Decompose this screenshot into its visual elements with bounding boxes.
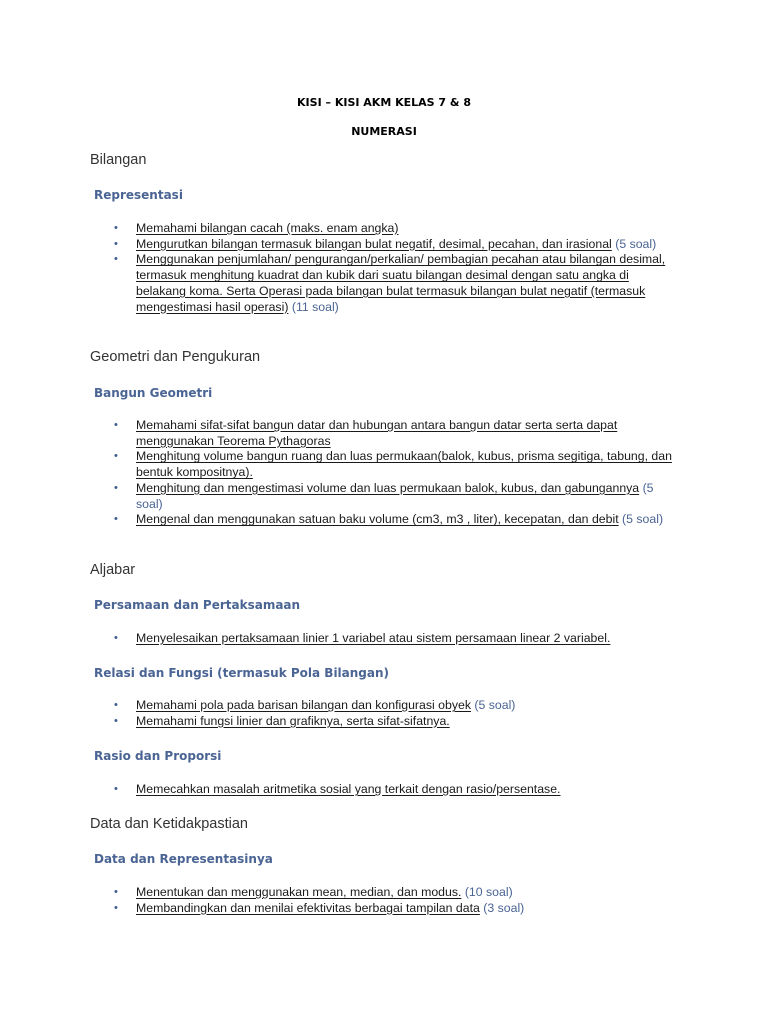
- bullet-icon: •: [114, 783, 118, 795]
- list-representasi: [112, 221, 682, 315]
- soal-count: (10 soal): [464, 885, 513, 899]
- subheading-rasio: Rasio dan Proporsi: [94, 749, 222, 763]
- bullet-icon: •: [114, 632, 118, 644]
- list-item: [112, 481, 682, 512]
- bullet-icon: •: [114, 513, 118, 526]
- heading-bilangan: Bilangan: [90, 152, 147, 168]
- list-item-text: Mengurutkan bilangan termasuk bilangan bulat negatif, desimal, pecahan, dan irasional: [136, 236, 612, 251]
- list-item-text: Memecahkan masalah aritmetika sosial yang terkait dengan rasio/persentase.: [136, 782, 561, 796]
- subheading-data-representasi: Data dan Representasinya: [94, 852, 273, 866]
- list-item-text: Memahami bilangan cacah (maks. enam angka): [136, 221, 399, 235]
- list-bangun-geometri: [112, 418, 682, 528]
- list-item: [112, 782, 682, 798]
- bullet-icon: •: [114, 253, 118, 266]
- list-item-text: Menghitung dan mengestimasi volume dan luas permukaan balok, kubus, dan gabungannya: [136, 480, 640, 495]
- document-title: KISI – KISI AKM KELAS 7 & 8: [297, 96, 471, 109]
- soal-count: (5 soal): [622, 512, 664, 527]
- bullet-icon: •: [114, 419, 118, 431]
- list-item-text: Memahami pola pada barisan bilangan dan konfigurasi obyek: [136, 698, 471, 712]
- list-item: [112, 449, 682, 480]
- bullet-icon: •: [114, 901, 118, 914]
- list-item-text: Menentukan dan menggunakan mean, median, dan modus.: [136, 885, 462, 899]
- list-relasi: [112, 698, 682, 729]
- heading-geometri: Geometri dan Pengukuran: [90, 349, 261, 365]
- list-item: [112, 252, 682, 315]
- list-item-text: Membandingkan dan menilai efektivitas berbagai tampilan data: [136, 900, 480, 915]
- bullet-icon: •: [114, 714, 118, 727]
- soal-count: (5 soal): [136, 480, 654, 511]
- list-item: [112, 714, 682, 730]
- bullet-icon: •: [114, 450, 118, 463]
- list-item: [112, 512, 682, 528]
- list-item: [112, 221, 682, 237]
- list-item-text: Menggunakan penjumlahan/ pengurangan/perkalian/ pembagian pecahan atau bilangan desimal, termasuk menghitung kuadrat dan kubik dari suatu bilangan desimal dengan satu angka di belakang koma. Serta Operasi pada bilangan bulat termasuk bilangan bulat negatif (termasuk mengestimasi hasil operasi): [136, 252, 666, 314]
- list-item-text: Memahami fungsi linier dan grafiknya, serta sifat-sifatnya.: [136, 713, 450, 728]
- bullet-icon: •: [114, 237, 118, 250]
- soal-count: (5 soal): [474, 698, 516, 712]
- bullet-icon: •: [114, 222, 118, 234]
- subheading-relasi: Relasi dan Fungsi (termasuk Pola Bilangan): [94, 666, 390, 680]
- document-subtitle: NUMERASI: [351, 125, 417, 138]
- soal-count: (11 soal): [291, 299, 339, 314]
- list-item-text: Menghitung volume bangun ruang dan luas permukaan(balok, kubus, prisma segitiga, tabung, dan bentuk kompositnya).: [136, 449, 672, 480]
- list-item-text: Menyelesaikan pertaksamaan linier 1 variabel atau sistem persamaan linear 2 variabel.: [136, 631, 611, 645]
- list-item: [112, 698, 682, 714]
- list-data-representasi: [112, 885, 682, 916]
- list-item: [112, 418, 682, 449]
- list-item: [112, 901, 682, 917]
- list-rasio: [112, 782, 682, 798]
- soal-count: (5 soal): [615, 236, 657, 251]
- heading-data: Data dan Ketidakpastian: [90, 816, 248, 832]
- subheading-representasi: Representasi: [94, 188, 183, 202]
- list-item: [112, 885, 682, 901]
- soal-count: (3 soal): [483, 900, 525, 915]
- list-item-text: Mengenal dan menggunakan satuan baku volume (cm3, m3 , liter), kecepatan, dan debit: [136, 512, 619, 527]
- list-item-text: Memahami sifat-sifat bangun datar dan hubungan antara bangun datar serta serta dapat menggunakan Teorema Pythagoras: [136, 418, 618, 448]
- heading-aljabar: Aljabar: [90, 562, 136, 578]
- bullet-icon: •: [114, 886, 118, 898]
- list-item: [112, 237, 682, 253]
- subheading-bangun-geometri: Bangun Geometri: [94, 386, 213, 400]
- subheading-persamaan: Persamaan dan Pertaksamaan: [94, 598, 301, 612]
- bullet-icon: •: [114, 481, 118, 494]
- list-item: [112, 631, 682, 647]
- bullet-icon: •: [114, 699, 118, 711]
- list-persamaan: [112, 631, 682, 647]
